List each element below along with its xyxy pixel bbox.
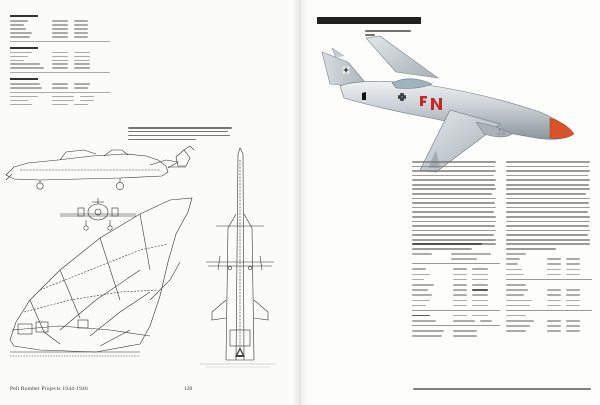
table-row	[412, 294, 500, 296]
table-row	[412, 330, 500, 332]
table-row	[506, 274, 592, 276]
plan-view-drawing	[10, 198, 192, 356]
body-text-column-right	[506, 161, 590, 253]
data-table-left	[412, 253, 500, 341]
table-row	[412, 305, 500, 307]
table-row	[506, 253, 592, 255]
table-row	[506, 300, 592, 302]
left-wing	[366, 36, 438, 78]
table-row	[506, 305, 592, 307]
table-row	[506, 284, 592, 286]
table-row	[412, 258, 500, 260]
table-row	[506, 289, 592, 291]
table-row	[412, 320, 500, 322]
spine-gutter	[292, 0, 308, 405]
data-table-right	[506, 253, 592, 336]
table-row	[412, 289, 500, 291]
table-row	[506, 263, 592, 265]
table-row	[506, 330, 592, 332]
page-number-left: 120	[184, 386, 193, 392]
manufacturer-logo-icon	[235, 347, 245, 357]
data-table-title	[412, 243, 482, 245]
side-view-drawing	[6, 146, 194, 190]
table-row	[506, 294, 592, 296]
table-row	[412, 335, 500, 337]
table-row	[506, 269, 592, 271]
right-page	[300, 0, 600, 405]
running-footer-right	[413, 388, 591, 390]
table-row	[412, 279, 500, 281]
nose-cone	[550, 118, 574, 139]
wing-number-marking: 12	[498, 129, 506, 136]
table-row	[412, 274, 500, 276]
table-row	[412, 300, 500, 302]
table-row	[412, 284, 500, 286]
tail-marking	[343, 67, 350, 74]
table-row	[412, 268, 500, 270]
table-row	[506, 315, 592, 317]
front-view-drawing	[60, 198, 136, 230]
table-row	[412, 315, 500, 317]
table-row	[506, 320, 592, 322]
body-text-column-left	[412, 161, 496, 253]
table-row	[506, 258, 592, 260]
table-row	[412, 253, 500, 255]
running-footer: Pelt Bomber Projects 1944-1946	[10, 386, 88, 392]
table-row	[506, 325, 592, 327]
top-view-drawing	[206, 148, 274, 360]
